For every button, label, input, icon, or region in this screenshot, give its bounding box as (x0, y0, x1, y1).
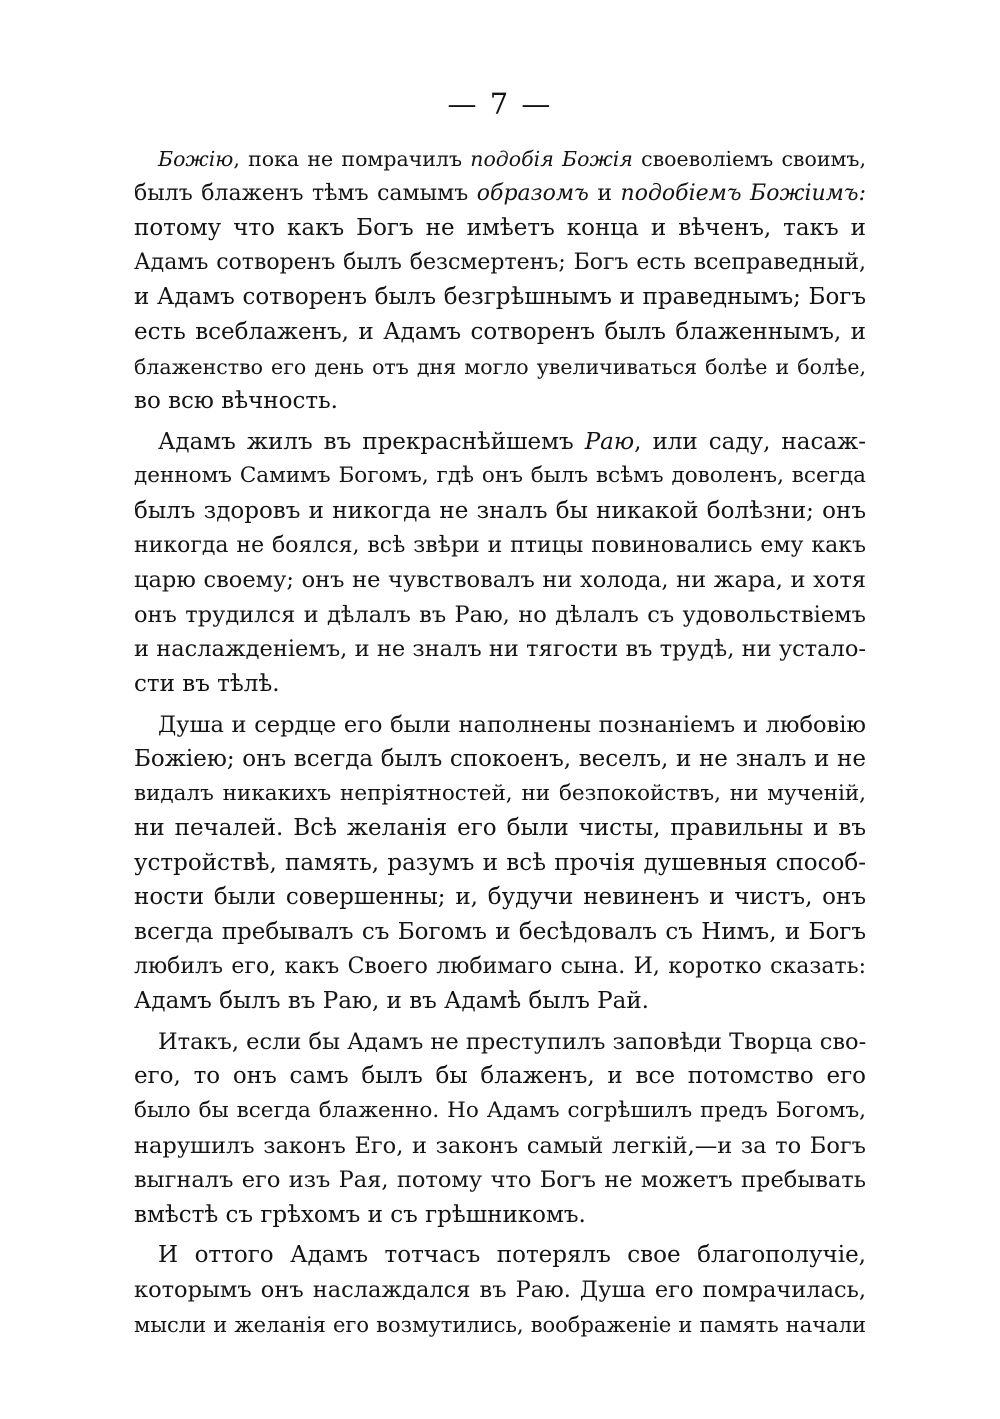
text-segment: устройствѣ, память, разумъ и всѣ прочія душевныя способ- (134, 849, 866, 876)
text-segment: былъ блаженъ тѣмъ самымъ (134, 180, 477, 206)
text-segment: Итакъ, если бы Адамъ не преступилъ заповѣди Творца сво- (158, 1028, 867, 1055)
text-line (134, 1273, 866, 1308)
text-segment: Адамъ жилъ въ прекраснѣйшемъ (158, 428, 585, 455)
page-number: — 7 — (447, 87, 553, 121)
text-segment: Душа и сердце его были наполнены познаніемъ и любовію (158, 711, 866, 738)
italic-text: Раю (584, 428, 635, 455)
text-line (134, 459, 866, 494)
text-line (134, 494, 866, 529)
text-segment: ни печалей. Всѣ желанія его были чисты, правильны и въ (134, 815, 866, 842)
paragraph (134, 1025, 866, 1233)
paragraph (134, 142, 866, 419)
text-line (134, 142, 866, 177)
text-line (134, 708, 866, 743)
text-segment: которымъ онъ наслаждался въ Раю. Душа его помрачилась, (134, 1277, 866, 1303)
text-segment: своеволіемъ своимъ, (632, 147, 866, 171)
text-segment: есть всеблаженъ, и Адамъ сотворенъ былъ блаженнымъ, и (134, 318, 866, 345)
text-segment: , пока не помрачилъ (233, 147, 471, 171)
text-line (134, 384, 866, 419)
italic-text: образомъ (476, 180, 589, 206)
text-line (134, 315, 866, 350)
text-segment: нарушилъ законъ Его, и законъ самый легкій,—и за то Богъ (134, 1132, 866, 1159)
text-segment: Адамъ сотворенъ былъ безсмертенъ; Богъ есть всеправедный, (134, 249, 866, 275)
body-text (134, 142, 866, 1348)
text-segment: вмѣстѣ съ грѣхомъ и съ грѣшникомъ. (134, 1201, 586, 1228)
text-segment: никогда не боялся, всѣ звѣри и птицы повиновались ему какъ (134, 532, 866, 558)
text-segment: ности были совершенны; и, будучи невиненъ и чистъ, онъ (134, 884, 866, 911)
text-line (134, 350, 866, 385)
text-segment: и (588, 180, 621, 206)
text-line (134, 915, 866, 950)
text-segment: и наслажденіемъ, и не зналъ ни тягости въ трудѣ, ни устало- (134, 636, 866, 663)
text-line (134, 1059, 866, 1094)
text-line (134, 246, 866, 281)
text-segment: любилъ его, какъ Своего любимаго сына. И, коротко сказать: (134, 953, 866, 979)
italic-text: Божію (158, 147, 234, 171)
text-segment: денномъ Самимъ Богомъ, гдѣ онъ былъ всѣмъ доволенъ, всегда (134, 463, 866, 489)
text-line (134, 1308, 866, 1343)
text-segment: сти въ тѣлѣ. (134, 670, 280, 697)
text-segment: онъ трудился и дѣлалъ въ Раю, но дѣлалъ съ удовольствіемъ (134, 601, 866, 628)
text-line (134, 1198, 866, 1233)
italic-text: подобія Божія (470, 147, 633, 171)
text-segment: потому что какъ Богъ не имѣетъ конца и вѣченъ, такъ и (134, 215, 866, 242)
text-segment: его, то онъ самъ былъ бы блаженъ, и все потомство его (134, 1063, 866, 1090)
text-line (134, 529, 866, 564)
text-line (134, 1025, 866, 1060)
text-segment: и Адамъ сотворенъ былъ безгрѣшнымъ и праведнымъ; Богъ (134, 284, 866, 311)
text-line (134, 563, 866, 598)
text-line (134, 1094, 866, 1129)
italic-text: подобіемъ Божіимъ: (620, 180, 866, 206)
text-segment: Адамъ былъ въ Раю, и въ Адамѣ былъ Рай. (134, 988, 649, 1015)
text-line (134, 667, 866, 702)
text-segment: Божіею; онъ всегда былъ спокоенъ, веселъ, и не зналъ и не (134, 746, 866, 773)
text-line (134, 777, 866, 812)
text-segment: И оттого Адамъ тотчасъ потерялъ свое благополучіе, (158, 1242, 866, 1269)
text-segment: было бы всегда блаженно. Но Адамъ согрѣшилъ предъ Богомъ, (134, 1098, 866, 1124)
text-segment: всегда пребывалъ съ Богомъ и бесѣдовалъ съ Нимъ, и Богъ (134, 919, 866, 946)
text-line (134, 632, 866, 667)
text-segment: блаженство его день отъ дня могло увеличиваться болѣе и болѣе, (134, 354, 866, 379)
text-segment: , или саду, насаж- (634, 428, 866, 455)
text-line (134, 177, 866, 212)
text-segment: выгналъ его изъ Рая, потому что Богъ не можетъ пребывать (134, 1167, 866, 1194)
text-segment: мысли и желанія его возмутились, воображеніе и память начали (134, 1312, 866, 1337)
text-line (134, 211, 866, 246)
text-line (134, 811, 866, 846)
paragraph (134, 708, 866, 1019)
text-line (134, 1238, 866, 1273)
text-line (134, 742, 866, 777)
text-line (134, 598, 866, 633)
text-line (134, 1129, 866, 1164)
text-segment: царю своему; онъ не чувствовалъ ни холода, ни жара, и хотя (134, 567, 866, 594)
text-segment: видалъ никакихъ непріятностей, ни безпокойствъ, ни мученій, (134, 780, 866, 806)
text-segment: былъ здоровъ и никогда не зналъ бы никакой болѣзни; онъ (134, 497, 866, 524)
text-line (134, 950, 866, 985)
text-line (134, 425, 866, 460)
text-line (134, 1163, 866, 1198)
text-line (134, 280, 866, 315)
text-segment: во всю вѣчность. (134, 388, 338, 415)
text-line (134, 846, 866, 881)
paragraph (134, 425, 866, 702)
paragraph (134, 1238, 866, 1342)
text-line (134, 984, 866, 1019)
text-line (134, 880, 866, 915)
